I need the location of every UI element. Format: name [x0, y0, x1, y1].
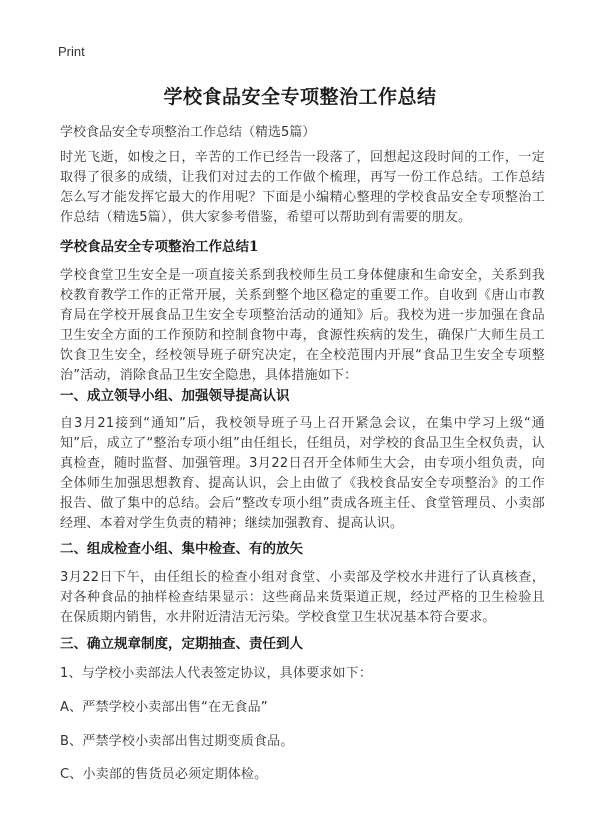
subheading-inspection: 二、组成检查小组、集中检查、有的放矢: [60, 541, 303, 557]
intro-paragraph: 时光飞逝，如梭之日，辛苦的工作已经告一段落了，回想起这段时间的工作，一定取得了很多的成绩，让我们对过去的工作做个梳理，再写一份工作总结。工作总结怎么写才能发挥它最大的作用呢？下面是小编精心整理的学校食品安全专项整治工作总结（精选5篇），供大家参考借鉴，希望可以帮助到有需要的朋友。: [60, 150, 545, 225]
list-item-c: C、小卖部的售货员必须定期体检。: [60, 767, 268, 782]
section-1-paragraph: 学校食堂卫生安全是一项直接关系到我校师生员工身体健康和生命安全，关系到我校教育教学工作的正常开展，关系到整个地区稳定的重要工作。自收到《唐山市教育局在学校开展食品卫生安全专项整治活动的通知》后。我校为进一步加强在食品卫生安全方面的工作预防和控制食物中毒，食源性疾病的发生，确保广大师生员工饮食卫生安全，经校领导班子研究决定，在全校范围内开展“食品卫生安全专项整治”活动，消除食品卫生安全隐患，具体措施如下：: [60, 268, 545, 383]
subheading-rules: 三、确立规章制度，定期抽查、责任到人: [60, 636, 303, 652]
section-heading-1: 学校食品安全专项整治工作总结1: [60, 239, 259, 255]
document-subtitle: 学校食品安全专项整治工作总结（精选5篇）: [60, 125, 316, 140]
inspection-paragraph: 3月22日下午，由任组长的检查小组对食堂、小卖部及学校水井进行了认真核查，对各种食品的抽样检查结果显示：这些商品来货渠道正规，经过严格的卫生检验且在保质期内销售，水井附近清洁无污染。学校食堂卫生状况基本符合要求。: [60, 570, 545, 625]
list-item-a: A、严禁学校小卖部出售“在无食品”: [60, 700, 268, 715]
subheading-leadership: 一、成立领导小组、加强领导提高认识: [60, 388, 290, 404]
leadership-paragraph: 自3月21接到“通知”后，我校领导班子马上召开紧急会议，在集中学习上级“通知”后，成立了“整治专项小组”由任组长，任组员，对学校的食品卫生全权负责，认真检查，随时监督、加强管理。3月22日召开全体师生大会，由专项小组负责，向全体师生加强思想教育、提高认识，会上由做了《我校食品安全专项整治》的工作报告、做了集中的总结。会后“整改专项小组”责成各班主任、食堂管理员、小卖部经理、本着对学生负责的精神；继续加强教育、提高认识。: [60, 416, 545, 531]
list-item-b: B、严禁学校小卖部出售过期变质食品。: [60, 734, 294, 749]
list-item-1: 1、与学校小卖部法人代表签定协议，具体要求如下：: [60, 666, 373, 681]
print-link[interactable]: Print: [58, 44, 85, 59]
page-title: 学校食品安全专项整治工作总结: [163, 86, 437, 108]
